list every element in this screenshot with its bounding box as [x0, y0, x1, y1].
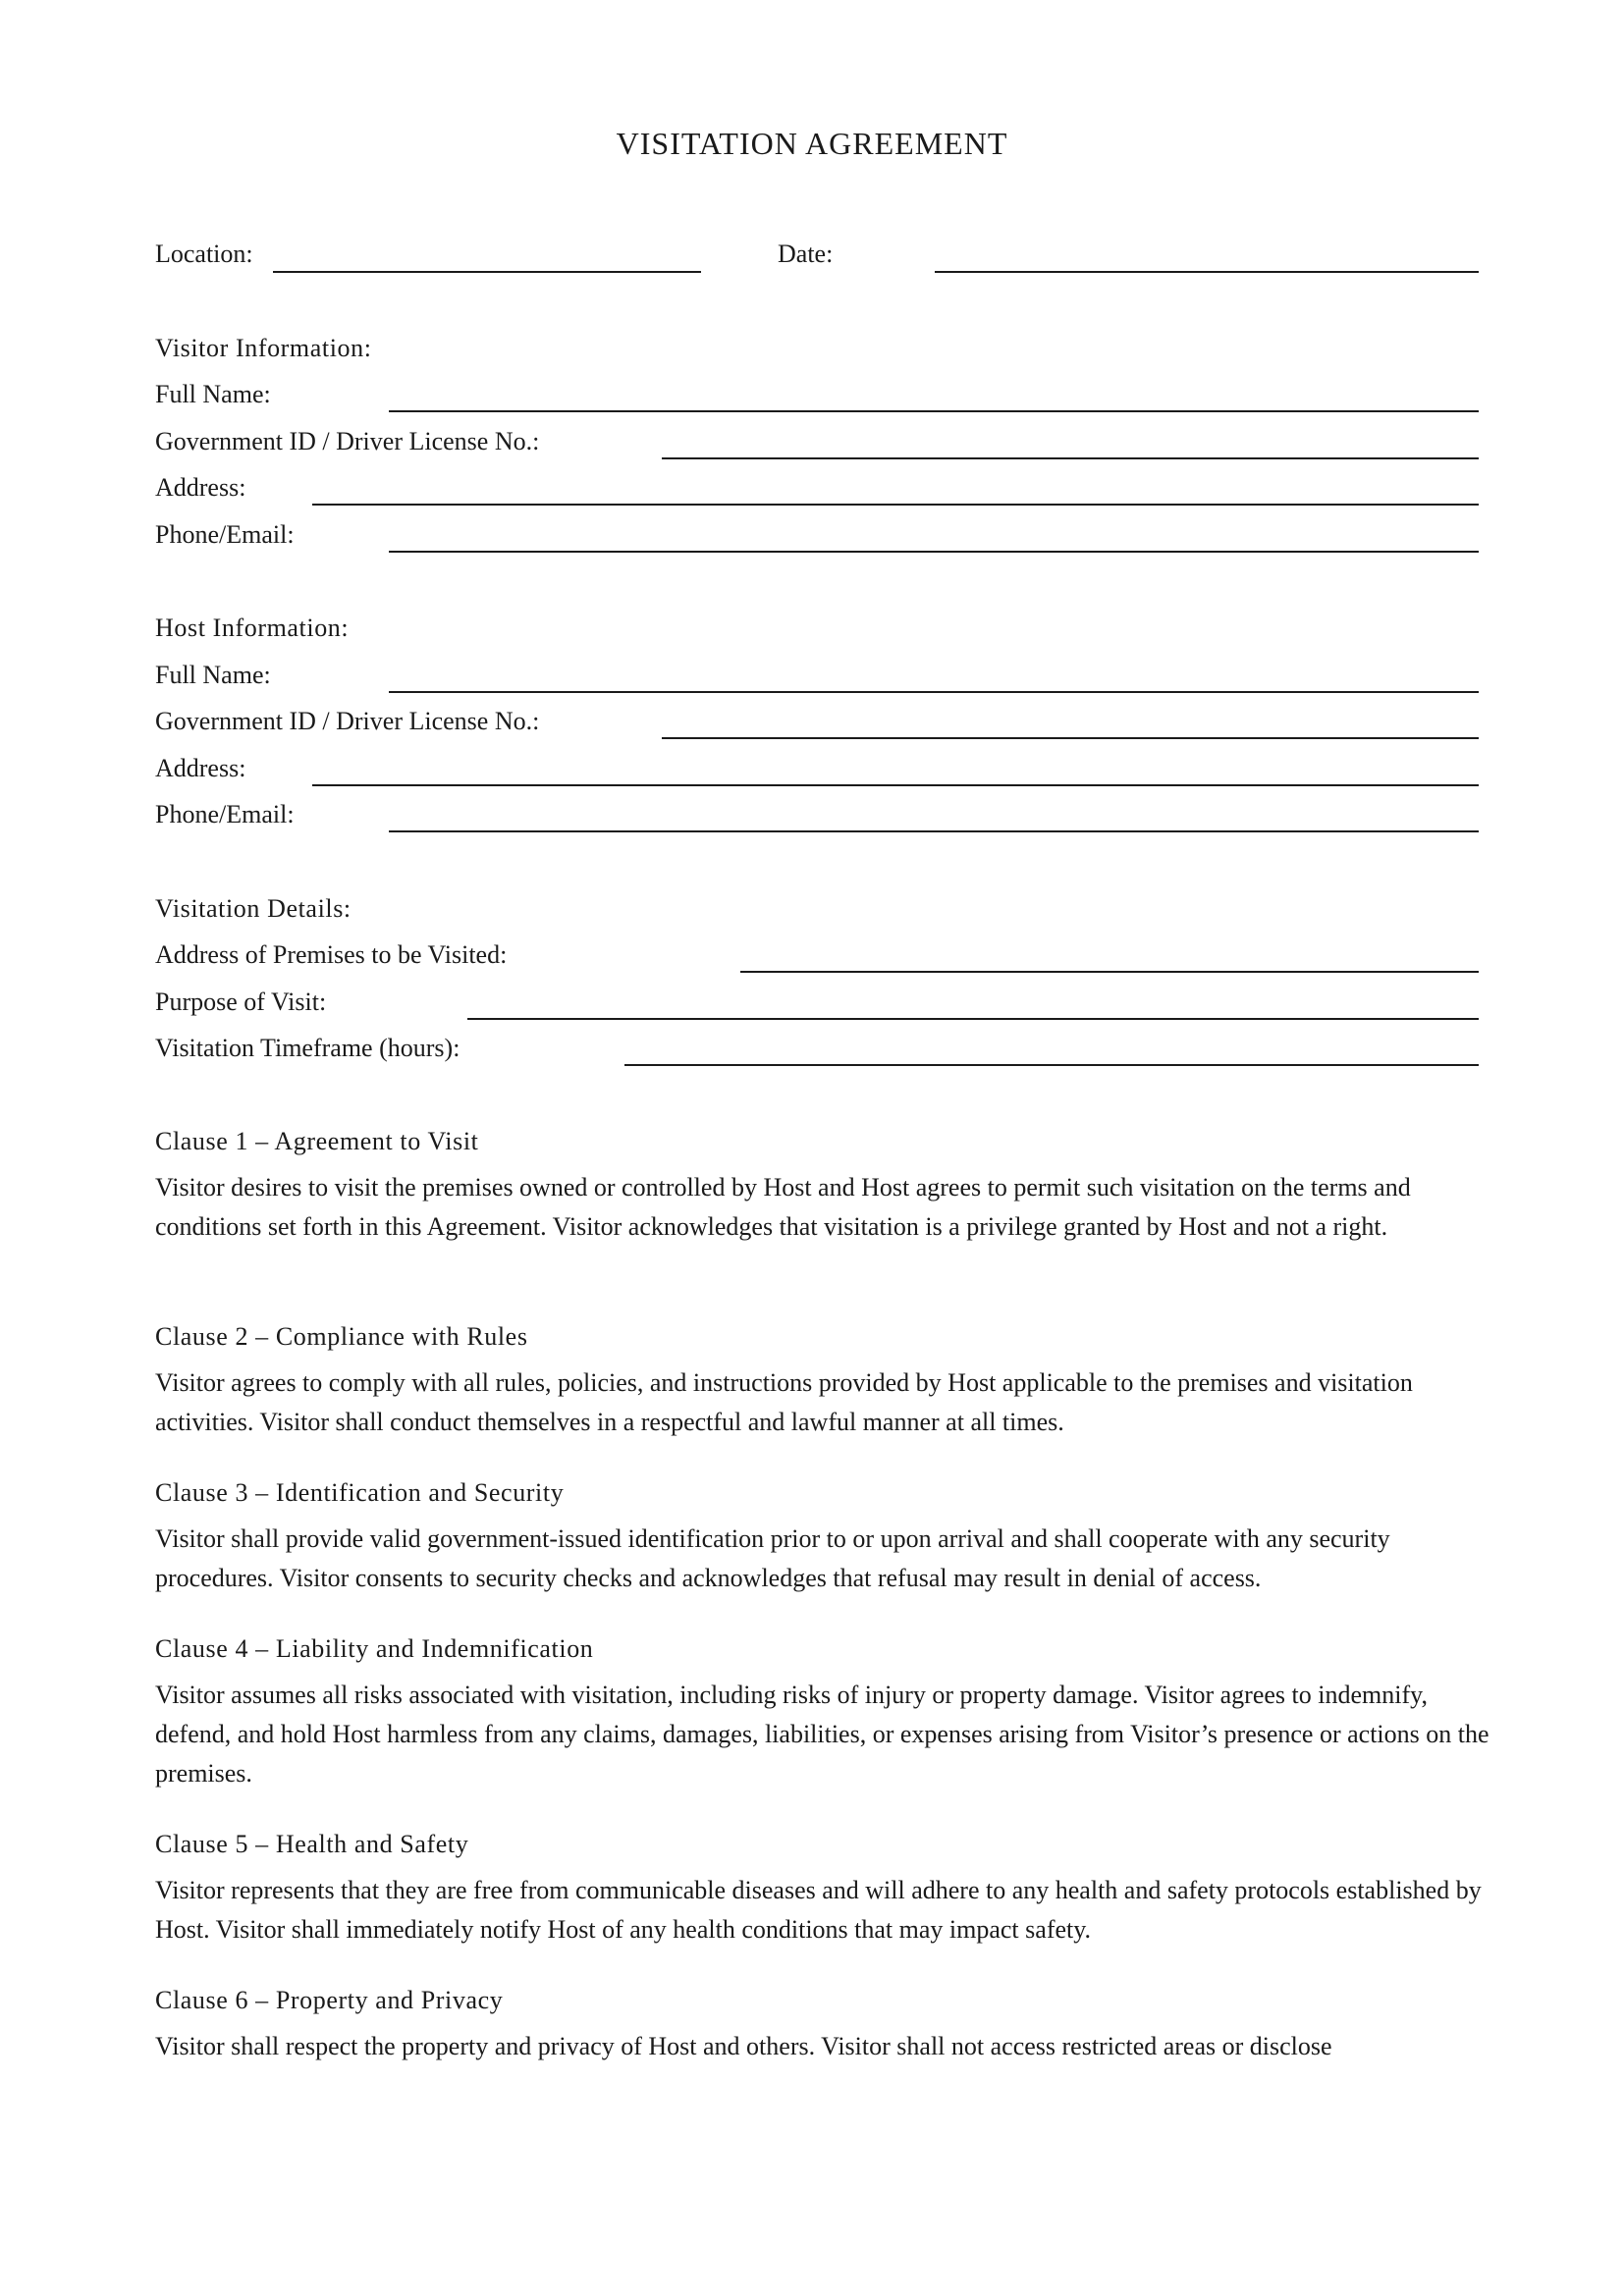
clause-6-heading: Clause 6 – Property and Privacy: [155, 1986, 504, 2014]
date-label: Date:: [778, 240, 834, 268]
clause-2-body: Visitor agrees to comply with all rules, policies, and instructions provided by Host applicable to the premises and visitation activities. Visitor shall conduct themselves in a respectful and lawful manner at all times.: [155, 1368, 1413, 1436]
location-field[interactable]: [273, 271, 701, 273]
clause-1-body: Visitor desires to visit the premises owned or controlled by Host and Host agrees to permit such visitation on the terms and conditions set forth in this Agreement. Visitor acknowledges that visitation is a privilege granted by Host and not a right.: [155, 1173, 1411, 1241]
clause-6-body: Visitor shall respect the property and privacy of Host and others. Visitor shall not access restricted areas or disclose: [155, 2032, 1332, 2060]
purpose-field[interactable]: [467, 1018, 1479, 1020]
host-address-label: Address:: [155, 754, 246, 782]
host-phone-email-field[interactable]: [389, 830, 1479, 832]
visitor-address-field[interactable]: [312, 504, 1479, 506]
clause-5-body: Visitor represents that they are free from communicable diseases and will adhere to any health and safety protocols established by Host. Visitor shall immediately notify Host of any health conditions that may impact safety.: [155, 1876, 1482, 1944]
host-info-heading: Host Information:: [155, 614, 350, 642]
visitor-gov-id-label: Government ID / Driver License No.:: [155, 427, 540, 455]
visitor-phone-email-field[interactable]: [389, 551, 1479, 553]
host-phone-email-label: Phone/Email:: [155, 800, 295, 828]
visitor-gov-id-field[interactable]: [662, 457, 1479, 459]
timeframe-label: Visitation Timeframe (hours):: [155, 1034, 460, 1062]
visitor-info-heading: Visitor Information:: [155, 334, 372, 362]
host-full-name-label: Full Name:: [155, 661, 271, 689]
host-full-name-field[interactable]: [389, 691, 1479, 693]
visitor-full-name-label: Full Name:: [155, 380, 271, 408]
host-gov-id-label: Government ID / Driver License No.:: [155, 707, 540, 735]
clause-3-body: Visitor shall provide valid government-issued identification prior to or upon arrival and shall cooperate with any security procedures. Visitor consents to security checks and acknowledges that refusal may result in denial of access.: [155, 1524, 1390, 1592]
host-gov-id-field[interactable]: [662, 737, 1479, 739]
clause-2-heading: Clause 2 – Compliance with Rules: [155, 1322, 528, 1351]
location-label: Location:: [155, 240, 253, 268]
clause-1-heading: Clause 1 – Agreement to Visit: [155, 1127, 479, 1155]
premises-address-field[interactable]: [740, 971, 1479, 973]
clause-5-heading: Clause 5 – Health and Safety: [155, 1830, 469, 1858]
clause-4-body: Visitor assumes all risks associated with visitation, including risks of injury or property damage. Visitor agrees to indemnify, defend, and hold Host harmless from any claims, damages, liabilities, or expenses arising from Visitor’s presence or actions on the premises.: [155, 1681, 1489, 1788]
date-field[interactable]: [935, 271, 1479, 273]
visitor-phone-email-label: Phone/Email:: [155, 520, 295, 549]
document-title: VISITATION AGREEMENT: [616, 126, 1008, 161]
host-address-field[interactable]: [312, 784, 1479, 786]
purpose-label: Purpose of Visit:: [155, 988, 327, 1016]
timeframe-field[interactable]: [624, 1064, 1479, 1066]
visitation-details-heading: Visitation Details:: [155, 894, 352, 923]
clause-4-heading: Clause 4 – Liability and Indemnification: [155, 1634, 594, 1663]
visitor-address-label: Address:: [155, 473, 246, 502]
visitor-full-name-field[interactable]: [389, 410, 1479, 412]
clause-3-heading: Clause 3 – Identification and Security: [155, 1478, 565, 1507]
premises-address-label: Address of Premises to be Visited:: [155, 940, 508, 969]
